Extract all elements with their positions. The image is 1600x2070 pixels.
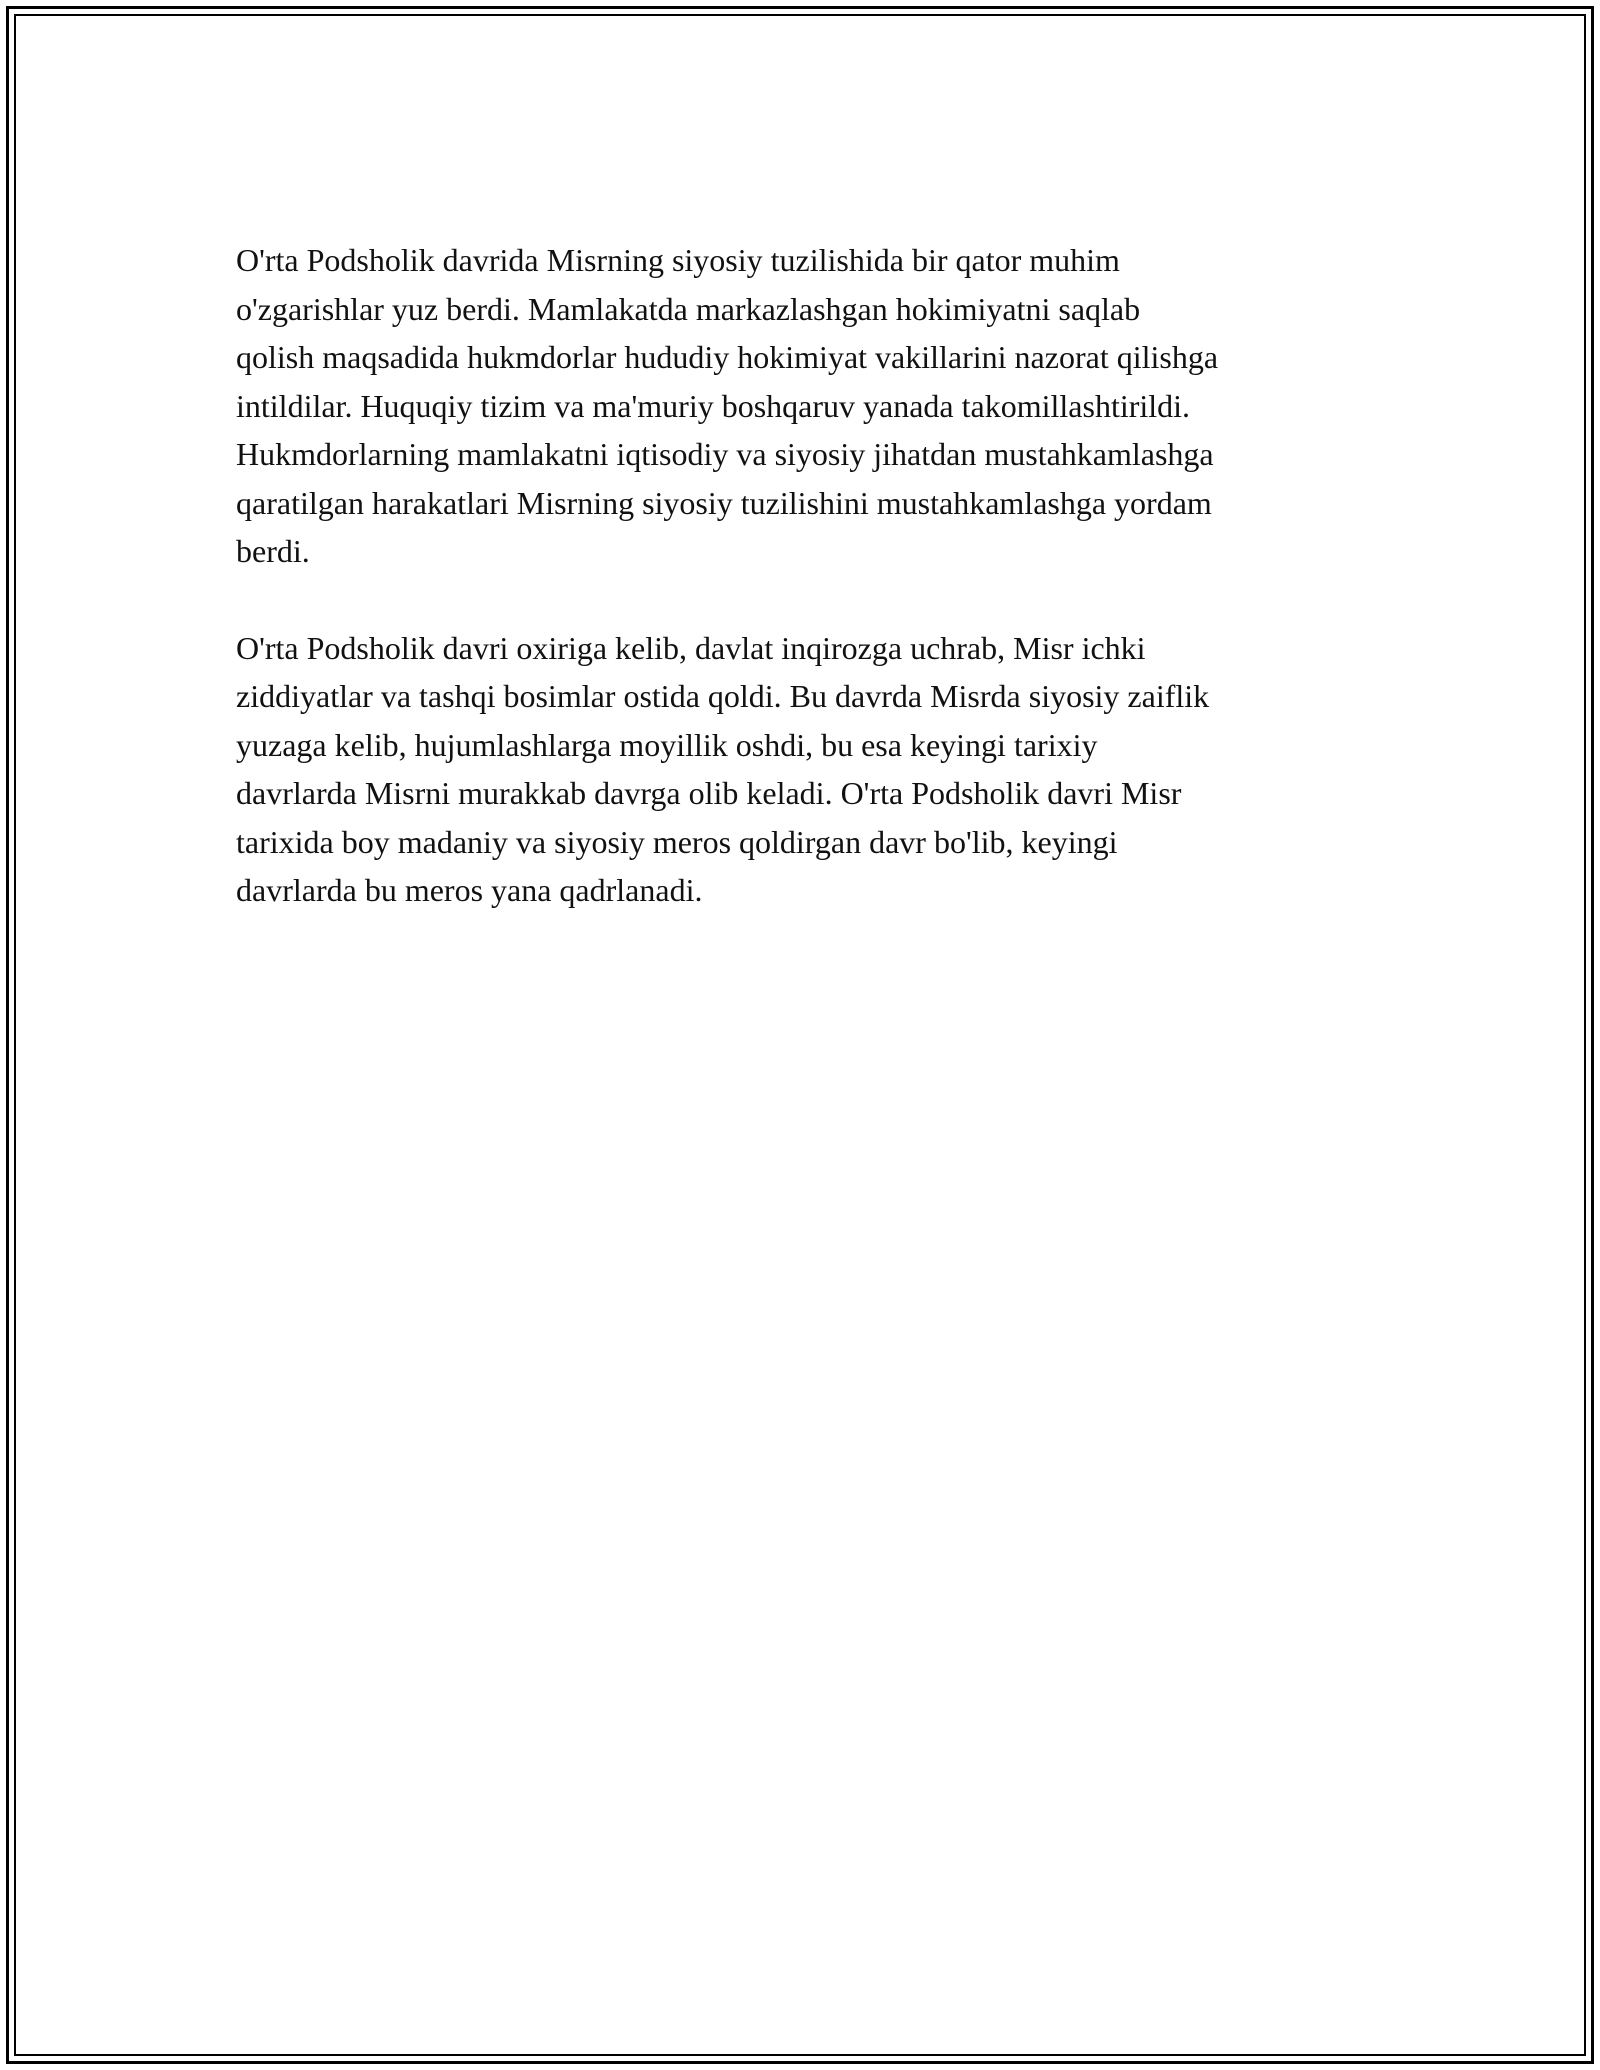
paragraph-1 — [236, 236, 1366, 576]
paragraph-line: ziddiyatlar va tashqi bosimlar ostida qoldi. Bu davrda Misrda siyosiy zaiflik — [236, 678, 1210, 714]
paragraph-line: Hukmdorlarning mamlakatni iqtisodiy va siyosiy jihatdan mustahkamlashga — [236, 436, 1214, 472]
paragraph-line: davrlarda bu meros yana qadrlanadi. — [236, 872, 703, 908]
paragraph-line: yuzaga kelib, hujumlashlarga moyillik oshdi, bu esa keyingi tarixiy — [236, 726, 1098, 763]
paragraph-line: berdi. — [236, 533, 310, 569]
paragraph-line: qaratilgan harakatlari Misrning siyosiy tuzilishini mustahkamlashga yordam — [236, 484, 1212, 521]
paragraph-line: O'rta Podsholik davrida Misrning siyosiy tuzilishida bir qator muhim — [236, 242, 1120, 278]
paragraph-line: o'zgarishlar yuz berdi. Mamlakatda markazlashgan hokimiyatni saqlab — [236, 290, 1141, 327]
document-body — [236, 236, 1366, 963]
paragraph-2 — [236, 624, 1366, 915]
paragraph-line: O'rta Podsholik davri oxiriga kelib, davlat inqirozga uchrab, Misr ichki — [236, 629, 1146, 666]
paragraph-line: intildilar. Huquqiy tizim va ma'muriy boshqaruv yanada takomillashtirildi. — [236, 387, 1191, 424]
paragraph-line: qolish maqsadida hukmdorlar hududiy hokimiyat vakillarini nazorat qilishga — [236, 339, 1219, 375]
paragraph-line: davrlarda Misrni murakkab davrga olib keladi. O'rta Podsholik davri Misr — [236, 775, 1182, 811]
paragraph-line: tarixida boy madaniy va siyosiy meros qoldirgan davr bo'lib, keyingi — [236, 823, 1118, 860]
